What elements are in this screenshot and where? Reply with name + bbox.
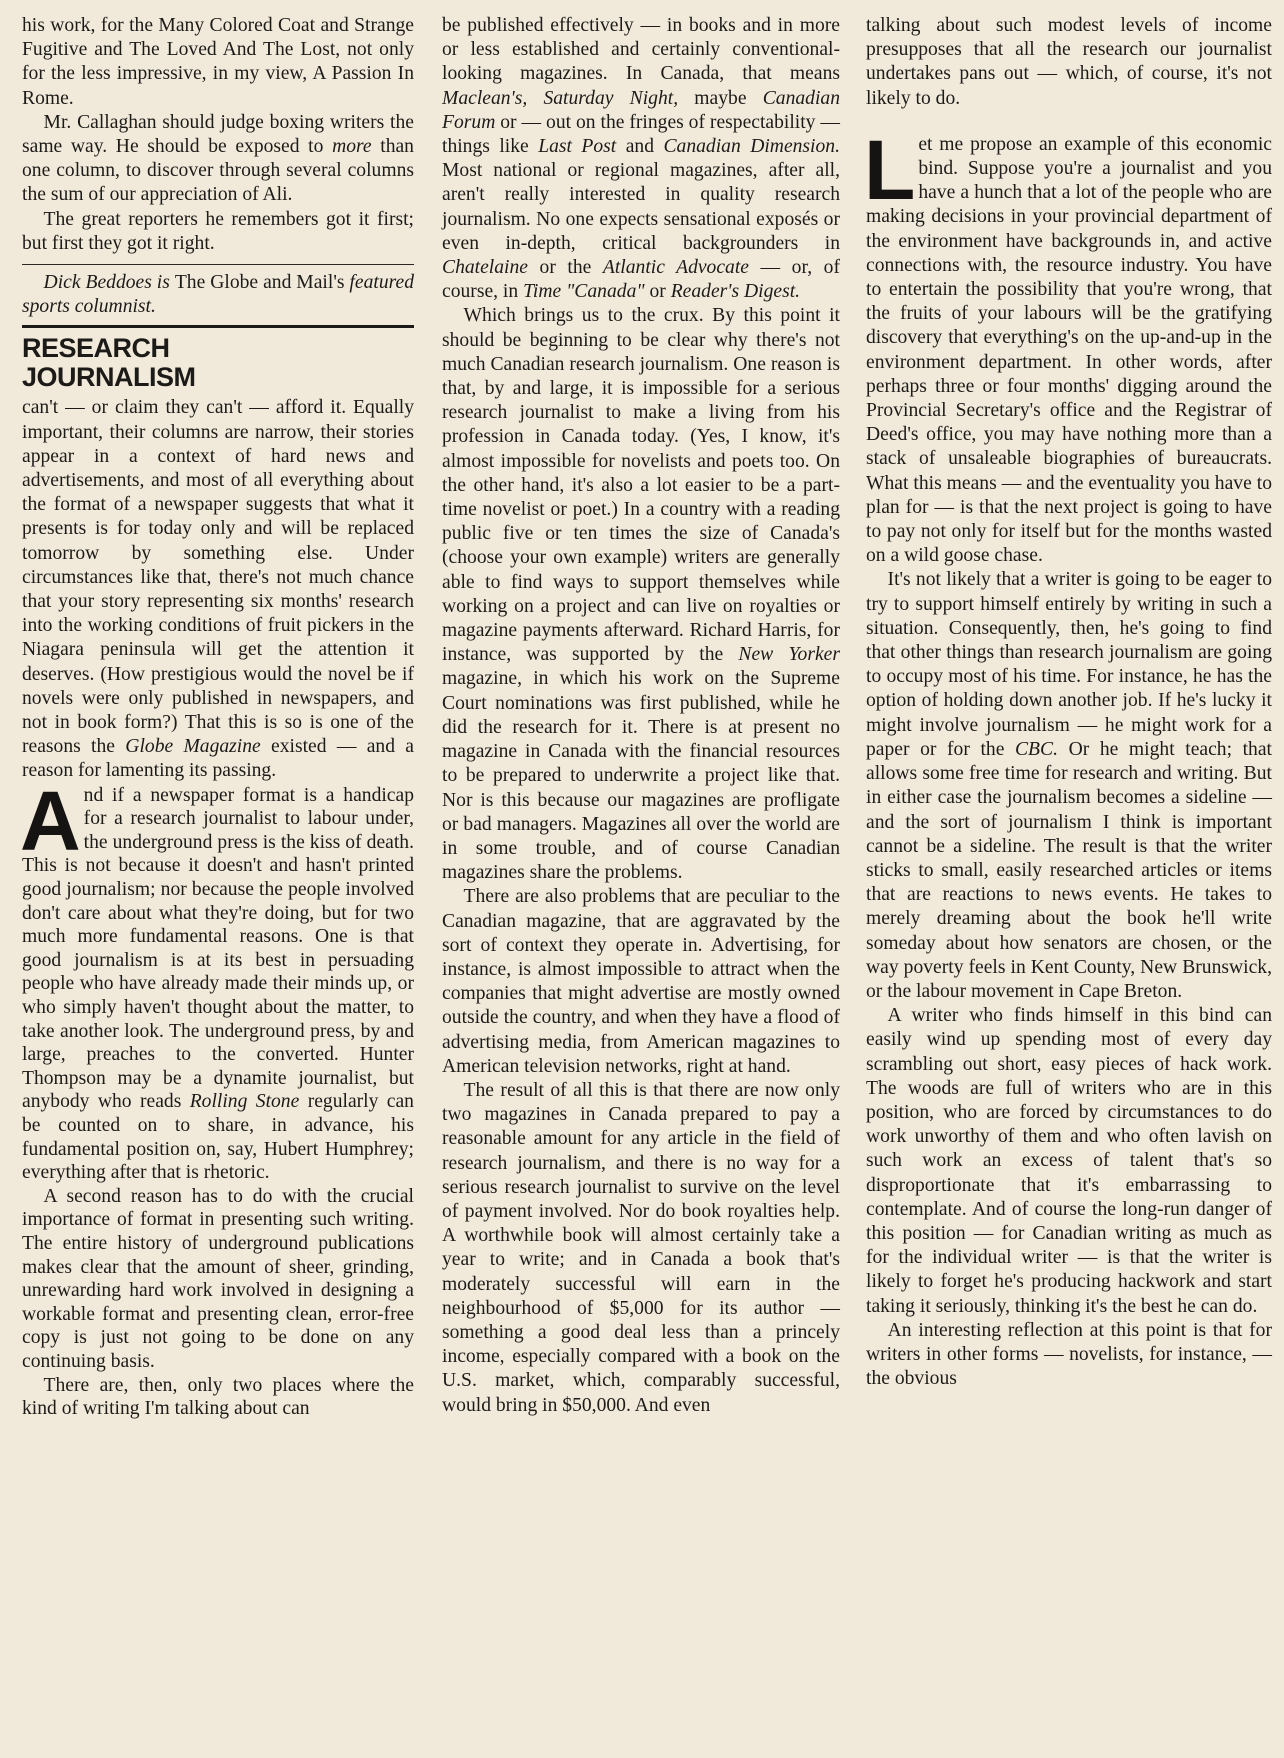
paragraph: There are also problems that are peculiar to the Canadian magazine, that are aggravated by the sort of context they operate in. Advertising, for instance, is almost impossible to attract when the companies that might advertise are mostly owned outside the country, and when they have a flood of advertising media, from American magazines to American television networks, right at hand.: [442, 886, 840, 1077]
text-run: can't — or claim they can't — afford it. Equally important, their columns are narrow, their stories appear in a context of hard news and advertisements, and most of all everything about the format of a newspaper suggests that what it presents is for today only and will be replaced tomorrow by something else. Under circumstances like that, there's not much chance that your story representing six months' research into the working conditions of fruit pickers in the Niagara peninsula will get the attention it deserves. (How prestigious would the novel be if novels were only published in newspapers, and not in book form?) That this is so is one of the reasons the: [22, 397, 414, 758]
text-run: or: [644, 281, 671, 303]
paragraph: An interesting reflection at this point is that for writers in other forms — novelists, for instance, — the obvious: [866, 1319, 1272, 1390]
paragraph: his work, for the Many Colored Coat and Strange Fugitive and The Loved And The Lost, not only for the less impressive, in my view, A Passion In Rome.: [22, 15, 414, 109]
text-run: featured sports columnist.: [22, 272, 415, 318]
text-run: Which brings us to the crux. By this point it should be beginning to be clear why there's not much Canadian research journalism. One reason is that, by and large, it is impossible for a serious research journalist to make a living from his profession in Canada today. (Yes, I know, it's almost impossible for novelists and poets too. On the other hand, it's also a lot easier to be a part-time novelist or poet.) In a country with a reading public five or ten times the size of Canada's (choose your own example) writers are generally able to find ways to support themselves while working on a project and can live on royalties or magazine payments afterward. Richard Harris, for instance, was supported by the: [442, 305, 840, 666]
publication-name: The Globe and Mail's: [174, 272, 345, 294]
italic-text: Canadian Dimension.: [663, 136, 840, 158]
italic-text: Globe Magazine: [125, 736, 261, 758]
paragraph: The great reporters he remembers got it first; but first they got it right.: [22, 208, 414, 254]
column-left: [22, 14, 414, 1421]
text-run: Dick Beddoes is: [43, 272, 175, 294]
paragraph: [866, 568, 1272, 1004]
text-run: maybe: [678, 87, 763, 109]
italic-text: Atlantic Advocate: [602, 257, 749, 279]
text-run: magazine, in which his work on the Supreme Court nominations was first published, while he did the research for it. There is at present no magazine in Canada with the financial resources to be prepared to underwrite a project like that. Nor is this because our magazines are profligate or bad managers. Magazines all over the world are in some trouble, and of course Canadian magazines share the problems.: [442, 668, 840, 884]
column-right: [866, 14, 1272, 1391]
text-run: et me propose an example of this economic bind. Suppose you're a journalist and you have a hunch that a lot of the people who are making decisions in your provincial department of the environment have backgrounds in, and active connections with, the resource industry. You have to entertain the possibility that you're wrong, that the fruits of your labours will be the gratifying discovery that everything's on the up-and-up in the environment department. In other words, after perhaps three or four months' digging around the Provincial Secretary's office and the Registrar of Deed's office, you may have nothing more than a stack of unsaleable biographies of bureaucrats. What this means — and the eventuality you have to plan for — is that the next project is going to have to pay not only for itself but for the months wasted on a wild goose chase.: [866, 133, 1272, 567]
text-run: Or he might teach; that allows some free time for research and writing. But in either case the journalism becomes a sideline — and the sort of journalism I think is important cannot be a sideline. The result is that the writer sticks to small, easily researched articles or items that are reactions to news events. He takes to merely dreaming about the book he'll write someday about how senators are chosen, or the way poverty feels in Kent County, New Brunswick, or the labour movement in Cape Breton.: [866, 738, 1272, 1002]
paragraph: [442, 304, 840, 885]
divider: [22, 325, 414, 328]
text-run: nd if a newspaper format is a handicap for a research journalist to labour under, the underground press is the kiss of death. This is not because it doesn't and hasn't printed good journalism; nor because the people involved don't care about what they're doing, but for two much more fundamental reasons. One is that good journalism is at its best in persuading people who have already made their minds up, or who simply haven't thought about the matter, to take another look. The underground press, by and large, preaches to the converted. Hunter Thompson may be a dynamite journalist, but anybody who reads: [22, 784, 414, 1113]
drop-cap: L: [864, 122, 916, 217]
italic-text: Canadian Forum: [442, 87, 840, 133]
text-run: regularly can be counted on to share, in advance, his fundamental position on, say, Hubert Humphrey; everything after that is rhetoric.: [22, 1091, 414, 1184]
text-run: be published effectively — in books and in more or less established and certainly conventional-looking magazines. In Canada, that means: [442, 15, 840, 85]
paragraph: A writer who finds himself in this bind can easily wind up spending most of every day scrambling out short, easy pieces of hack work. The woods are full of writers who are in this position, who are forced by circumstances to do work unworthy of them and who often lavish on such work an excess of talent that's so disproportionate that it's embarrassing to contemplate. And of course the long-run danger of this position — for Canadian writing as much as for the individual writer — is that the writer is likely to forget he's producing hackwork and start taking it seriously, thinking it's the best he can do.: [866, 1005, 1272, 1317]
drop-cap: A: [20, 773, 81, 868]
text-run: than one column, to discover through several columns the sum of our appreciation of Ali.: [22, 136, 414, 206]
text-run: — or, of course, in: [442, 257, 840, 303]
italic-text: Last Post: [538, 136, 617, 158]
text-run: and: [616, 136, 664, 158]
text-run: It's not likely that a writer is going to be eager to try to support himself entirely by writing in such a situation. Consequently, then, he's going to find that other things than research journalism are going to occupy most of his time. For instance, he has the option of holding down another job. If he's lucky it might involve journalism — he might work for a paper or for the: [866, 569, 1272, 760]
divider: [22, 264, 414, 265]
italic-text: more: [332, 136, 372, 158]
paragraph: The result of all this is that there are now only two magazines in Canada prepared to pay a reasonable amount for any article in the field of research journalism, and there is no way for a serious research journalist to survive on the level of payment involved. Nor do book royalties help. A worthwhile book will almost certainly take a year to write; and in Canada a book that's moderately successful will earn in the neighbourhood of $5,000 for its author — something a good deal less than a princely income, especially compared with a book on the U.S. market, which, comparably successful, would bring in $50,000. And even: [442, 1079, 840, 1416]
paragraph: There are, then, only two places where the kind of writing I'm talking about can: [22, 1374, 414, 1420]
italic-text: Chatelaine: [442, 257, 528, 279]
text-run: or the: [527, 257, 603, 279]
text-run: or — out on the fringes of respectability — things like: [442, 111, 840, 158]
paragraph: [20, 773, 414, 1185]
italic-text: Rolling Stone: [189, 1091, 300, 1113]
paragraph: [442, 14, 840, 304]
italic-text: Reader's Digest.: [670, 281, 801, 303]
paragraph: A second reason has to do with the crucial importance of format in presenting such writing. The entire history of underground publications makes clear that the amount of sheer, grinding, unrewarding hard work involved in designing a workable format and presenting clean, error-free copy is just not going to be done on any continuing basis.: [22, 1185, 414, 1372]
text-run: existed — and a reason for lamenting its passing.: [22, 736, 414, 782]
italic-text: Maclean's, Saturday Night,: [442, 87, 679, 109]
author-bio: [22, 271, 414, 319]
paragraph: [864, 122, 1272, 569]
paragraph: [22, 396, 414, 783]
italic-text: CBC.: [1014, 738, 1058, 760]
heading-line: JOURNALISM: [22, 362, 196, 393]
paragraph: talking about such modest levels of income presupposes that all the research our journalist undertakes pans out — which, of course, it's not likely to do.: [866, 15, 1272, 109]
italic-text: New Yorker: [738, 644, 840, 666]
text-run: Mr. Callaghan should judge boxing writers the same way. He should be exposed to: [22, 111, 414, 158]
column-middle: [442, 14, 840, 1418]
italic-text: Time "Canada": [523, 281, 645, 303]
section-heading: [22, 334, 414, 392]
heading-line: RESEARCH: [22, 333, 170, 364]
paragraph: [22, 111, 414, 208]
text-run: Most national or regional magazines, after all, aren't really interested in quality research journalism. No one expects sensational exposés or even in-depth, critical backgrounders in: [442, 160, 840, 254]
